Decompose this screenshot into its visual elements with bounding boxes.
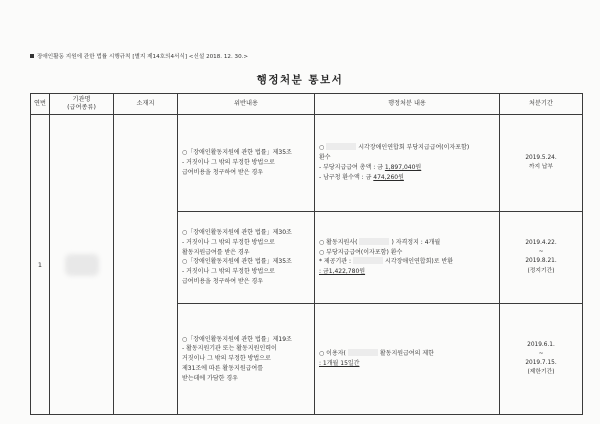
disposition-text-span: 환수 (319, 154, 331, 162)
period-cell (500, 211, 583, 304)
violation-text (178, 228, 314, 287)
law-name: 장애인활동 지원에 관한 법률 시행규칙 (37, 54, 131, 60)
row-number: 1 (31, 115, 50, 415)
disposition-line (319, 349, 495, 359)
violation-line: 거짓이나 그 밖의 부정한 방법으로 (182, 355, 271, 363)
period-cell (500, 115, 583, 212)
disposition-prefix: * 제공기관 : (319, 258, 352, 266)
disposition-text-span: : 1개월 15일간 (319, 360, 360, 368)
disposition-line (319, 248, 495, 258)
disposition-prefix: ○ (319, 144, 325, 152)
disposition-text (315, 238, 499, 277)
square-bullet-icon (30, 54, 34, 58)
redaction-mask (359, 238, 389, 245)
redaction-mask (348, 349, 378, 356)
disposition-table (30, 93, 583, 415)
amendment-note: <신설 2018. 12. 30.> (188, 54, 249, 60)
period-line: 2019.4.22. (525, 240, 557, 247)
disposition-line (319, 267, 495, 277)
violation-line: ○「장애인활동지원에 관한 법률」제35조 (182, 149, 292, 157)
period-line: 2019.7.15. (525, 360, 557, 367)
violation-line: - 거짓이나 그 밖의 부정한 방법으로 (182, 268, 275, 276)
disposition-text (315, 143, 499, 182)
disposition-suffix: 시각장애인연합회)로 반환 (385, 258, 454, 266)
disposition-prefix: ○ 이용자( (319, 350, 346, 358)
col-header-disposition: 행정처분 내용 (315, 94, 500, 115)
period-cell (500, 304, 583, 415)
violation-cell (178, 304, 315, 415)
violation-line: 제31조에 따른 활동지원급여를 (182, 365, 264, 373)
col-header-agency: 기관명 (급여종류) (50, 94, 114, 115)
disposition-text-span: - 남구청 환수액 : 금 (319, 173, 374, 181)
disposition-prefix: ○ 활동지원사( (319, 238, 358, 246)
period-line: (제한기간) (527, 369, 555, 376)
disposition-text-span: - 부당지급급여 총액 : 금 (319, 163, 385, 171)
violation-line: ○「장애인활동지원에 관한 법률」제19조 (182, 335, 292, 343)
violation-line: - 거짓이나 그 밖의 부정한 방법으로 (182, 158, 275, 166)
redaction-mask (353, 257, 383, 264)
redaction-mask (326, 143, 356, 150)
disposition-line (319, 153, 495, 163)
disposition-cell (315, 304, 500, 415)
col-header-period: 처분기간 (500, 94, 583, 115)
disposition-line (319, 257, 495, 267)
violation-cell (178, 211, 315, 304)
violation-cell (178, 115, 315, 212)
disposition-suffix: 활동지원급여의 제한 (379, 350, 434, 358)
disposition-line (319, 173, 495, 183)
disposition-cell (315, 211, 500, 304)
location-cell (114, 115, 178, 415)
disposition-suffix: 시각장애인연합회 부당지급급여(이자포함) (358, 144, 470, 152)
violation-line: ○「장애인활동지원에 관한 법률」제30조 (182, 229, 292, 237)
violation-line: - 거짓이나 그 밖의 부정한 방법으로 (182, 238, 275, 246)
violation-line: - 활동지원기관 또는 활동지원인력이 (182, 345, 277, 353)
document-title: 행정처분 통보서 (256, 74, 344, 86)
period-line: ~ (538, 350, 544, 357)
period-line: (정지기간) (527, 267, 555, 274)
disposition-line (319, 143, 495, 153)
redaction-blur (65, 254, 99, 276)
form-reference: [별지 제14호의4서식] (132, 54, 188, 60)
violation-line: 활동지원급여를 받은 경우 (182, 248, 250, 256)
col-header-number: 연번 (31, 94, 50, 115)
period-line: 까지 납부 (528, 163, 554, 170)
disposition-text (315, 349, 499, 369)
period-line: ~ (538, 249, 544, 256)
violation-line: 급여비용을 청구하여 받은 경우 (182, 278, 264, 286)
period-line: 2019.6.1. (527, 341, 555, 348)
form-header (30, 52, 248, 60)
violation-line: ○「장애인활동지원에 관한 법률」제35조 (182, 258, 292, 266)
period-line: 2019.5.24. (525, 154, 557, 161)
disposition-line (319, 359, 495, 369)
disposition-text-span: : 금1,422,780원 (319, 268, 366, 276)
amount-value: 474,260원 (373, 173, 404, 181)
col-header-violation: 위반내용 (178, 94, 315, 115)
amount-value: 1,897,040원 (384, 163, 422, 171)
table-row (31, 115, 583, 212)
violation-text (178, 335, 314, 384)
disposition-cell (315, 115, 500, 212)
period-line: 2019.8.21. (525, 258, 557, 265)
disposition-line (319, 238, 495, 248)
violation-line: 급여비용을 청구하여 받은 경우 (182, 168, 264, 176)
disposition-line (319, 163, 495, 173)
disposition-text-span: ○ 부당지급급여(이자포함) 환수 (319, 248, 403, 256)
violation-line: 받는데에 가담한 경우 (182, 374, 238, 382)
violation-text (178, 148, 314, 177)
col-header-location: 소재지 (114, 94, 178, 115)
disposition-suffix: ) 자격정지 : 4개월 (391, 238, 441, 246)
agency-cell-redacted (50, 115, 114, 415)
table-header-row (31, 94, 583, 115)
